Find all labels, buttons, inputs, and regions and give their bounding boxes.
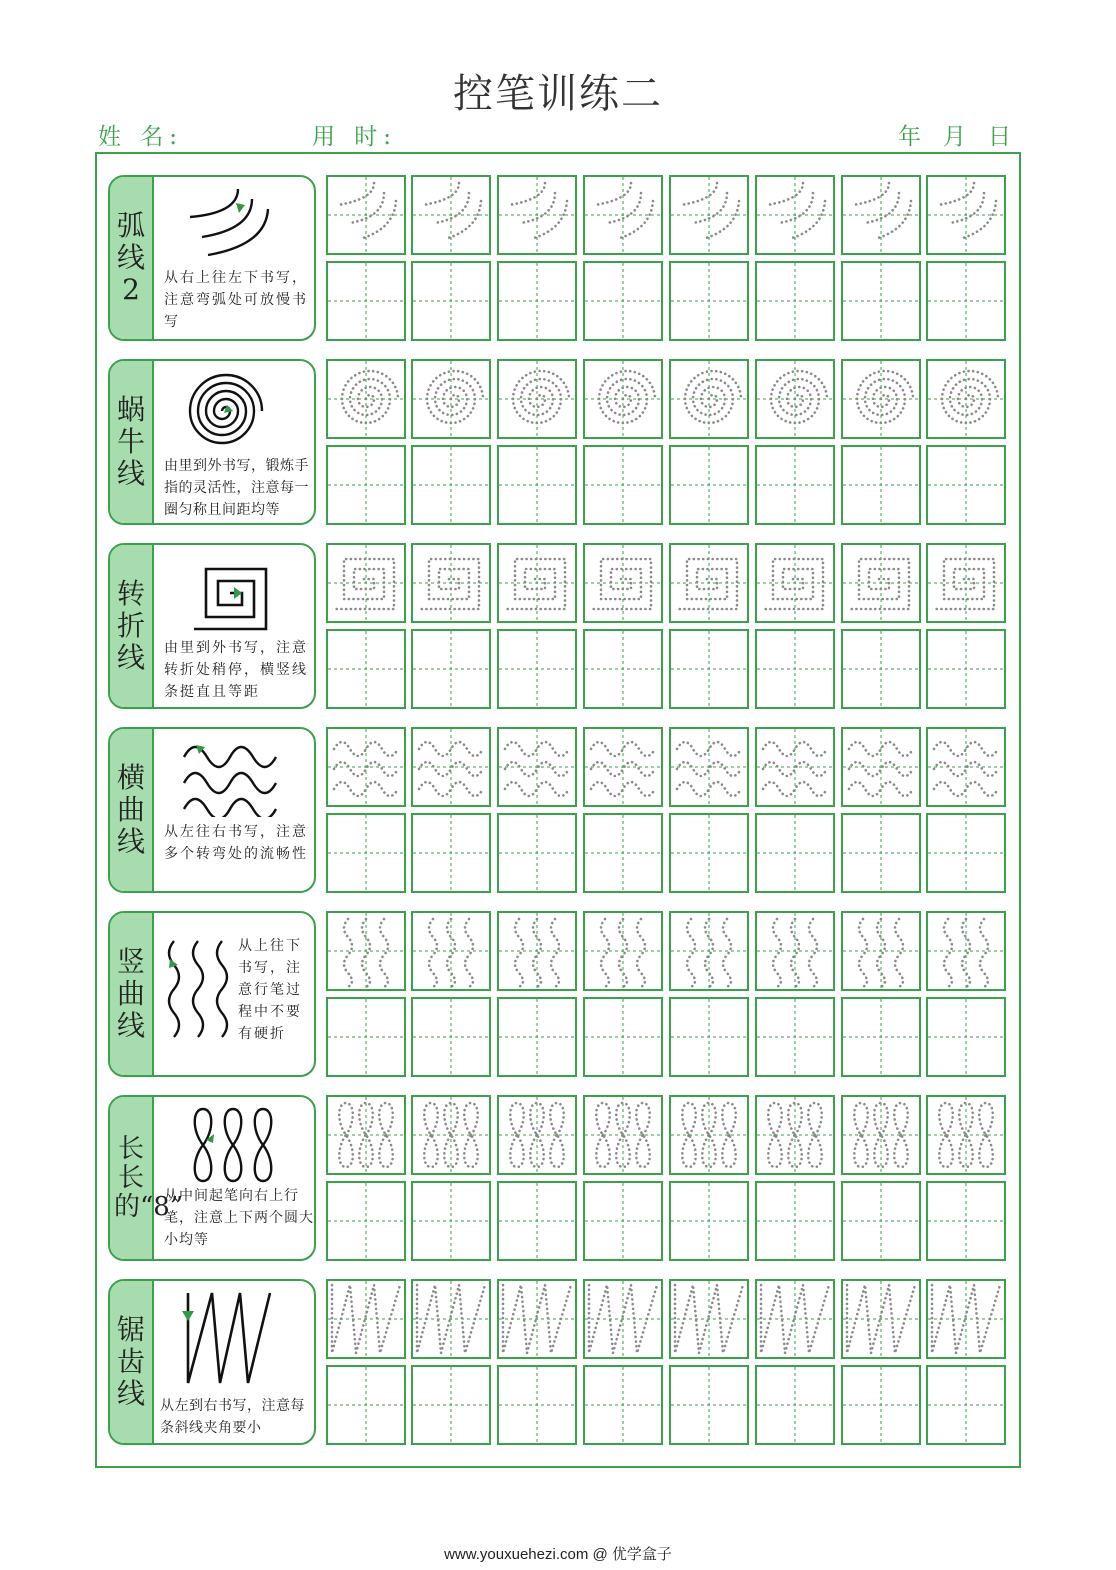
- trace-cell[interactable]: [497, 543, 577, 623]
- square-spiral-icon: [190, 555, 270, 635]
- tracing-pattern-figure-eight-icon: [413, 1097, 489, 1173]
- trace-cell[interactable]: [326, 1279, 406, 1359]
- blank-practice-cell[interactable]: [926, 629, 1006, 709]
- arc2-icon: [180, 183, 280, 263]
- exercise-instructions: 从中间起笔向右上行笔，注意上下两个圆大小均等: [164, 1188, 314, 1248]
- trace-cell[interactable]: [497, 1279, 577, 1359]
- trace-cell[interactable]: [755, 1095, 835, 1175]
- trace-cell[interactable]: [497, 359, 577, 439]
- tian-grid-guides: [413, 999, 489, 1075]
- blank-practice-cell[interactable]: [841, 445, 921, 525]
- tracing-pattern-square-spiral-icon: [499, 545, 575, 621]
- trace-cell[interactable]: [669, 727, 749, 807]
- trace-cell[interactable]: [841, 175, 921, 255]
- trace-cell[interactable]: [497, 727, 577, 807]
- blank-practice-cell[interactable]: [326, 261, 406, 341]
- tian-grid-guides: [928, 263, 1004, 339]
- exercise-label: 转折线: [116, 577, 145, 674]
- tian-grid-guides: [585, 815, 661, 891]
- blank-practice-cell[interactable]: [583, 1365, 663, 1445]
- blank-practice-cell[interactable]: [411, 813, 491, 893]
- trace-cell[interactable]: [583, 175, 663, 255]
- footer-credit: www.youxuehezi.com @ 优学盒子: [444, 1546, 672, 1563]
- exercise-card-square-spiral: [108, 543, 316, 709]
- tracing-pattern-horizontal-wave-icon: [843, 729, 919, 805]
- exercise-label: 蜗牛线: [116, 393, 145, 490]
- blank-practice-cell[interactable]: [926, 1365, 1006, 1445]
- exercise-instructions: 由里到外书写，注意转折处稍停，横竖线条挺直且等距: [164, 640, 308, 700]
- blank-practice-cell[interactable]: [497, 629, 577, 709]
- blank-practice-cell[interactable]: [755, 445, 835, 525]
- tian-grid-guides: [328, 999, 404, 1075]
- trace-cell[interactable]: [411, 543, 491, 623]
- exercise-card-zigzag: [108, 1279, 316, 1445]
- blank-practice-cell[interactable]: [411, 997, 491, 1077]
- blank-practice-cell[interactable]: [841, 813, 921, 893]
- tracing-pattern-figure-eight-icon: [671, 1097, 747, 1173]
- exercise-card-vertical-wave: [108, 911, 316, 1077]
- tian-grid-guides: [843, 999, 919, 1075]
- trace-cell[interactable]: [669, 911, 749, 991]
- tian-grid-guides: [757, 631, 833, 707]
- trace-cell[interactable]: [583, 1095, 663, 1175]
- tian-grid-guides: [328, 1183, 404, 1259]
- blank-practice-cell[interactable]: [411, 445, 491, 525]
- tracing-pattern-snail-spiral-icon: [499, 361, 575, 437]
- blank-practice-cell[interactable]: [755, 813, 835, 893]
- blank-practice-cell[interactable]: [583, 1181, 663, 1261]
- blank-practice-cell[interactable]: [755, 261, 835, 341]
- trace-cell[interactable]: [411, 1095, 491, 1175]
- tian-grid-guides: [328, 631, 404, 707]
- blank-practice-cell[interactable]: [497, 813, 577, 893]
- tian-grid-guides: [928, 447, 1004, 523]
- tracing-pattern-square-spiral-icon: [585, 545, 661, 621]
- tracing-pattern-square-spiral-icon: [757, 545, 833, 621]
- blank-practice-cell[interactable]: [755, 997, 835, 1077]
- tian-grid-guides: [328, 447, 404, 523]
- tracing-pattern-figure-eight-icon: [843, 1097, 919, 1173]
- tian-grid-guides: [671, 1367, 747, 1443]
- tracing-pattern-arc2-icon: [757, 177, 833, 253]
- blank-practice-cell[interactable]: [583, 629, 663, 709]
- exercise-label-tab: [110, 361, 154, 523]
- tracing-pattern-square-spiral-icon: [928, 545, 1004, 621]
- trace-cell[interactable]: [755, 543, 835, 623]
- tracing-pattern-arc2-icon: [928, 177, 1004, 253]
- trace-cell[interactable]: [755, 727, 835, 807]
- tracing-pattern-square-spiral-icon: [413, 545, 489, 621]
- exercise-label-tab: [110, 1281, 154, 1443]
- tracing-pattern-figure-eight-icon: [585, 1097, 661, 1173]
- blank-practice-cell[interactable]: [583, 813, 663, 893]
- trace-cell[interactable]: [583, 543, 663, 623]
- trace-cell[interactable]: [926, 1279, 1006, 1359]
- tracing-pattern-horizontal-wave-icon: [413, 729, 489, 805]
- blank-practice-cell[interactable]: [326, 445, 406, 525]
- exercise-card-snail: [108, 359, 316, 525]
- blank-practice-cell[interactable]: [497, 261, 577, 341]
- tian-grid-guides: [928, 631, 1004, 707]
- tracing-pattern-zigzag-icon: [413, 1281, 489, 1357]
- trace-cell[interactable]: [326, 911, 406, 991]
- tian-grid-guides: [757, 263, 833, 339]
- tian-grid-guides: [928, 1367, 1004, 1443]
- trace-cell[interactable]: [669, 1279, 749, 1359]
- tian-grid-guides: [413, 447, 489, 523]
- tian-grid-guides: [671, 999, 747, 1075]
- exercise-label: 弧线2: [116, 209, 145, 306]
- tian-grid-guides: [671, 447, 747, 523]
- vertical-wave-icon: [160, 937, 236, 1047]
- tracing-pattern-arc2-icon: [671, 177, 747, 253]
- trace-cell[interactable]: [926, 727, 1006, 807]
- tian-grid-guides: [585, 447, 661, 523]
- tracing-pattern-square-spiral-icon: [671, 545, 747, 621]
- tracing-pattern-snail-spiral-icon: [328, 361, 404, 437]
- tracing-pattern-figure-eight-icon: [499, 1097, 575, 1173]
- tian-grid-guides: [928, 1183, 1004, 1259]
- blank-practice-cell[interactable]: [755, 1181, 835, 1261]
- tian-grid-guides: [671, 1183, 747, 1259]
- tian-grid-guides: [843, 263, 919, 339]
- tracing-pattern-horizontal-wave-icon: [671, 729, 747, 805]
- tian-grid-guides: [928, 815, 1004, 891]
- tracing-pattern-vertical-wave-icon: [671, 913, 747, 989]
- tian-grid-guides: [499, 1183, 575, 1259]
- exercise-card-figure-eight: [108, 1095, 316, 1261]
- tracing-pattern-zigzag-icon: [843, 1281, 919, 1357]
- blank-practice-cell[interactable]: [669, 629, 749, 709]
- blank-practice-cell[interactable]: [926, 813, 1006, 893]
- tracing-pattern-figure-eight-icon: [757, 1097, 833, 1173]
- tracing-pattern-horizontal-wave-icon: [585, 729, 661, 805]
- tian-grid-guides: [757, 1367, 833, 1443]
- exercise-label-tab: [110, 1097, 184, 1259]
- exercise-instructions: 从右上往左下书写，注意弯弧处可放慢书写: [164, 270, 308, 330]
- trace-cell[interactable]: [841, 1095, 921, 1175]
- blank-practice-cell[interactable]: [326, 813, 406, 893]
- tian-grid-guides: [499, 447, 575, 523]
- trace-cell[interactable]: [926, 1095, 1006, 1175]
- trace-cell[interactable]: [926, 359, 1006, 439]
- exercise-instructions: 从左到右书写，注意每条斜线夹角要小: [160, 1398, 305, 1436]
- exercise-label-tab: [110, 545, 154, 707]
- blank-practice-cell[interactable]: [841, 1365, 921, 1445]
- blank-practice-cell[interactable]: [497, 1365, 577, 1445]
- exercise-card-horizontal-wave: [108, 727, 316, 893]
- tian-grid-guides: [328, 263, 404, 339]
- blank-practice-cell[interactable]: [583, 445, 663, 525]
- trace-cell[interactable]: [411, 911, 491, 991]
- trace-cell[interactable]: [926, 175, 1006, 255]
- tracing-pattern-zigzag-icon: [757, 1281, 833, 1357]
- trace-cell[interactable]: [841, 1279, 921, 1359]
- tian-grid-guides: [843, 1183, 919, 1259]
- tracing-pattern-vertical-wave-icon: [328, 913, 404, 989]
- blank-practice-cell[interactable]: [669, 813, 749, 893]
- blank-practice-cell[interactable]: [411, 1181, 491, 1261]
- tracing-pattern-arc2-icon: [328, 177, 404, 253]
- tian-grid-guides: [499, 631, 575, 707]
- tracing-pattern-zigzag-icon: [585, 1281, 661, 1357]
- trace-cell[interactable]: [411, 359, 491, 439]
- trace-cell[interactable]: [411, 727, 491, 807]
- tracing-pattern-horizontal-wave-icon: [499, 729, 575, 805]
- blank-practice-cell[interactable]: [497, 445, 577, 525]
- tian-grid-guides: [413, 631, 489, 707]
- tian-grid-guides: [585, 631, 661, 707]
- tian-grid-guides: [585, 1367, 661, 1443]
- blank-practice-cell[interactable]: [841, 629, 921, 709]
- blank-practice-cell[interactable]: [497, 1181, 577, 1261]
- tracing-pattern-zigzag-icon: [928, 1281, 1004, 1357]
- trace-cell[interactable]: [583, 727, 663, 807]
- blank-practice-cell[interactable]: [669, 1365, 749, 1445]
- tian-grid-guides: [585, 1183, 661, 1259]
- blank-practice-cell[interactable]: [926, 261, 1006, 341]
- snail-spiral-icon: [180, 369, 264, 453]
- tian-grid-guides: [413, 815, 489, 891]
- tracing-pattern-vertical-wave-icon: [499, 913, 575, 989]
- tracing-pattern-square-spiral-icon: [328, 545, 404, 621]
- exercise-label: 锯齿线: [116, 1313, 145, 1410]
- tracing-pattern-horizontal-wave-icon: [928, 729, 1004, 805]
- tracing-pattern-snail-spiral-icon: [585, 361, 661, 437]
- exercise-label-tab: [110, 729, 154, 891]
- blank-practice-cell[interactable]: [669, 445, 749, 525]
- tracing-pattern-snail-spiral-icon: [757, 361, 833, 437]
- tian-grid-guides: [757, 447, 833, 523]
- tian-grid-guides: [585, 263, 661, 339]
- tracing-pattern-figure-eight-icon: [328, 1097, 404, 1173]
- tracing-pattern-horizontal-wave-icon: [757, 729, 833, 805]
- trace-cell[interactable]: [755, 911, 835, 991]
- trace-cell[interactable]: [926, 911, 1006, 991]
- month-label: 月: [943, 124, 966, 150]
- tian-grid-guides: [499, 1367, 575, 1443]
- tian-grid-guides: [499, 815, 575, 891]
- tracing-pattern-figure-eight-icon: [928, 1097, 1004, 1173]
- tian-grid-guides: [328, 1367, 404, 1443]
- blank-practice-cell[interactable]: [841, 1181, 921, 1261]
- tracing-pattern-zigzag-icon: [328, 1281, 404, 1357]
- trace-cell[interactable]: [841, 911, 921, 991]
- trace-cell[interactable]: [755, 1279, 835, 1359]
- time-label: 用 时:: [312, 124, 398, 150]
- horizontal-wave-icon: [180, 737, 280, 817]
- blank-practice-cell[interactable]: [326, 629, 406, 709]
- trace-cell[interactable]: [669, 1095, 749, 1175]
- blank-practice-cell[interactable]: [326, 1181, 406, 1261]
- trace-cell[interactable]: [326, 727, 406, 807]
- trace-cell[interactable]: [326, 175, 406, 255]
- name-label: 姓 名:: [98, 124, 184, 150]
- trace-cell[interactable]: [841, 359, 921, 439]
- tian-grid-guides: [843, 447, 919, 523]
- tian-grid-guides: [413, 1183, 489, 1259]
- figure-eight-icon: [188, 1105, 278, 1185]
- tian-grid-guides: [843, 631, 919, 707]
- tian-grid-guides: [413, 263, 489, 339]
- tian-grid-guides: [671, 631, 747, 707]
- tracing-pattern-snail-spiral-icon: [928, 361, 1004, 437]
- tian-grid-guides: [499, 263, 575, 339]
- tracing-pattern-vertical-wave-icon: [928, 913, 1004, 989]
- blank-practice-cell[interactable]: [755, 1365, 835, 1445]
- trace-cell[interactable]: [497, 911, 577, 991]
- tracing-pattern-vertical-wave-icon: [585, 913, 661, 989]
- trace-cell[interactable]: [669, 543, 749, 623]
- year-label: 年: [898, 124, 921, 150]
- trace-cell[interactable]: [411, 175, 491, 255]
- tian-grid-guides: [757, 1183, 833, 1259]
- exercise-instructions: 由里到外书写，锻炼手指的灵活性，注意每一圈匀称且间距均等: [164, 458, 309, 518]
- tracing-pattern-vertical-wave-icon: [843, 913, 919, 989]
- blank-practice-cell[interactable]: [411, 261, 491, 341]
- tracing-pattern-arc2-icon: [499, 177, 575, 253]
- tian-grid-guides: [757, 815, 833, 891]
- trace-cell[interactable]: [411, 1279, 491, 1359]
- trace-cell[interactable]: [497, 175, 577, 255]
- tian-grid-guides: [757, 999, 833, 1075]
- blank-practice-cell[interactable]: [669, 261, 749, 341]
- zigzag-icon: [178, 1287, 282, 1387]
- trace-cell[interactable]: [669, 359, 749, 439]
- trace-cell[interactable]: [326, 1095, 406, 1175]
- blank-practice-cell[interactable]: [326, 1365, 406, 1445]
- tian-grid-guides: [671, 263, 747, 339]
- blank-practice-cell[interactable]: [755, 629, 835, 709]
- page-title: 控笔训练二: [453, 71, 663, 117]
- tian-grid-guides: [499, 999, 575, 1075]
- tracing-pattern-square-spiral-icon: [843, 545, 919, 621]
- tracing-pattern-vertical-wave-icon: [413, 913, 489, 989]
- day-label: 日: [988, 124, 1011, 150]
- trace-cell[interactable]: [326, 543, 406, 623]
- blank-practice-cell[interactable]: [411, 1365, 491, 1445]
- exercise-instructions: 从上往下书写，注意行笔过程中不要有硬折: [238, 938, 302, 1042]
- tracing-pattern-horizontal-wave-icon: [328, 729, 404, 805]
- tracing-pattern-zigzag-icon: [499, 1281, 575, 1357]
- blank-practice-cell[interactable]: [583, 997, 663, 1077]
- tracing-pattern-zigzag-icon: [671, 1281, 747, 1357]
- exercise-label-tab: [110, 177, 154, 339]
- trace-cell[interactable]: [583, 911, 663, 991]
- trace-cell[interactable]: [583, 1279, 663, 1359]
- blank-practice-cell[interactable]: [841, 997, 921, 1077]
- blank-practice-cell[interactable]: [841, 261, 921, 341]
- trace-cell[interactable]: [841, 543, 921, 623]
- exercise-label: 长长的“8”: [114, 1133, 184, 1222]
- trace-cell[interactable]: [755, 359, 835, 439]
- tracing-pattern-arc2-icon: [413, 177, 489, 253]
- tian-grid-guides: [928, 999, 1004, 1075]
- blank-practice-cell[interactable]: [411, 629, 491, 709]
- tian-grid-guides: [671, 815, 747, 891]
- trace-cell[interactable]: [326, 359, 406, 439]
- blank-practice-cell[interactable]: [926, 1181, 1006, 1261]
- trace-cell[interactable]: [841, 727, 921, 807]
- trace-cell[interactable]: [926, 543, 1006, 623]
- tracing-pattern-arc2-icon: [843, 177, 919, 253]
- blank-practice-cell[interactable]: [669, 997, 749, 1077]
- blank-practice-cell[interactable]: [497, 997, 577, 1077]
- exercise-label-tab: [110, 913, 154, 1075]
- tian-grid-guides: [413, 1367, 489, 1443]
- trace-cell[interactable]: [755, 175, 835, 255]
- blank-practice-cell[interactable]: [926, 445, 1006, 525]
- exercise-card-arc: [108, 175, 316, 341]
- exercise-label: 横曲线: [116, 761, 145, 858]
- tracing-pattern-arc2-icon: [585, 177, 661, 253]
- blank-practice-cell[interactable]: [669, 1181, 749, 1261]
- blank-practice-cell[interactable]: [926, 997, 1006, 1077]
- tracing-pattern-snail-spiral-icon: [413, 361, 489, 437]
- tracing-pattern-snail-spiral-icon: [843, 361, 919, 437]
- tian-grid-guides: [328, 815, 404, 891]
- tracing-pattern-snail-spiral-icon: [671, 361, 747, 437]
- date-labels: [898, 118, 1011, 151]
- trace-cell[interactable]: [583, 359, 663, 439]
- exercise-label: 竖曲线: [116, 945, 145, 1042]
- tian-grid-guides: [585, 999, 661, 1075]
- blank-practice-cell[interactable]: [583, 261, 663, 341]
- exercise-instructions: 从左往右书写，注意多个转弯处的流畅性: [164, 824, 308, 862]
- trace-cell[interactable]: [497, 1095, 577, 1175]
- tian-grid-guides: [843, 815, 919, 891]
- blank-practice-cell[interactable]: [326, 997, 406, 1077]
- tracing-pattern-vertical-wave-icon: [757, 913, 833, 989]
- trace-cell[interactable]: [669, 175, 749, 255]
- tian-grid-guides: [843, 1367, 919, 1443]
